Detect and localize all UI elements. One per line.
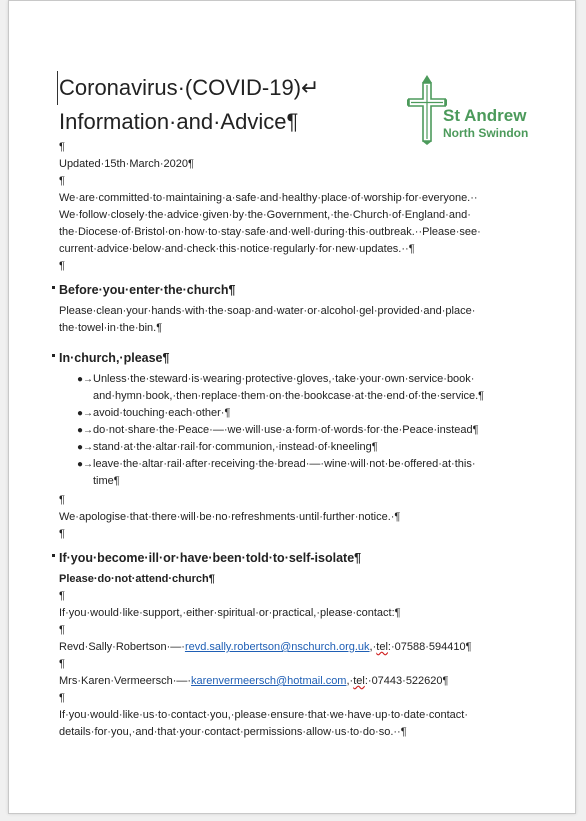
in-church-list bbox=[77, 371, 529, 490]
heading-in-church[interactable]: In·church,·please¶ bbox=[59, 349, 529, 367]
list-item[interactable]: ●→ Unless·the·steward·is·wearing·protective·gloves,·take·your·own·service·book· and·hymn·book,·then·replace·them·on·the·bookcase·at·the·end·of·the·service.¶ bbox=[77, 373, 485, 402]
empty-paragraph[interactable]: ¶ bbox=[59, 624, 65, 636]
refreshments-apology[interactable]: We·apologise·that·there·will·be·no·refreshments·until·further·notice.·¶ bbox=[59, 511, 401, 523]
closing-line-1[interactable]: If·you·would·like·us·to·contact·you,·please·ensure·that·we·have·up·to·date·contact· bbox=[59, 709, 469, 721]
closing-line-2[interactable]: details·for·you,·and·that·your·contact·permissions·allow·us·to·do·so.··¶ bbox=[59, 726, 407, 738]
empty-paragraph[interactable]: ¶ bbox=[59, 175, 65, 187]
bullet-icon: ●→ bbox=[77, 425, 94, 436]
title-line-1[interactable]: Coronavirus·(COVID-19)↵ bbox=[57, 71, 529, 105]
empty-paragraph[interactable]: ¶ bbox=[59, 692, 65, 704]
intro-line-2[interactable]: We·follow·closely·the·advice·given·by·the·Government,·the·Church·of·England·and· bbox=[59, 209, 471, 221]
email-link-karen[interactable]: karenvermeersch@hotmail.com bbox=[191, 675, 347, 687]
empty-paragraph[interactable]: ¶ bbox=[59, 658, 65, 670]
document-page bbox=[8, 0, 576, 814]
bullet-icon: ●→ bbox=[77, 459, 94, 470]
email-link-sally[interactable]: revd.sally.robertson@nschurch.org.uk bbox=[184, 641, 370, 653]
intro-line-3[interactable]: the·Diocese·of·Bristol·on·how·to·stay·safe·and·well·during·this·outbreak.··Please·see· bbox=[59, 226, 481, 238]
list-item[interactable]: ●→ stand·at·the·altar·rail·for·communion,·instead·of·kneeling¶ bbox=[77, 439, 529, 456]
empty-paragraph[interactable]: ¶ bbox=[59, 141, 65, 153]
bullet-icon: ●→ bbox=[77, 442, 94, 453]
spelling-flag: tel bbox=[376, 641, 388, 653]
hand-clean-line-1[interactable]: Please·clean·your·hands·with·the·soap·and·water·or·alcohol·gel·provided·and·place· bbox=[59, 305, 476, 317]
empty-paragraph[interactable]: ¶ bbox=[59, 590, 65, 602]
support-line[interactable]: If·you·would·like·support,·either·spiritual·or·practical,·please·contact:¶ bbox=[59, 607, 401, 619]
updated-date[interactable]: Updated·15th·March·2020¶ bbox=[59, 158, 194, 170]
bullet-icon: ●→ bbox=[77, 408, 94, 419]
do-not-attend[interactable]: Please·do·not·attend·church¶ bbox=[59, 573, 215, 585]
contact-sally[interactable]: Revd·Sally·Robertson·—·revd.sally.robertson@nschurch.org.uk,·tel:·07588·594410¶ bbox=[59, 641, 472, 653]
logo-name: St Andrew bbox=[443, 106, 527, 125]
intro-line-4[interactable]: current·advice·below·and·check·this·notice·regularly·for·new·updates.··¶ bbox=[59, 243, 415, 255]
list-item[interactable]: ●→ avoid·touching·each·other·¶ bbox=[77, 405, 529, 422]
logo-place: North Swindon bbox=[443, 126, 529, 140]
empty-paragraph[interactable]: ¶ bbox=[59, 494, 65, 506]
spelling-flag: tel bbox=[353, 675, 365, 687]
heading-before-enter[interactable]: Before·you·enter·the·church¶ bbox=[59, 281, 529, 299]
list-item[interactable]: ●→ leave·the·altar·rail·after·receiving·the·bread·—·wine·will·not·be·offered·at·this· time¶ bbox=[77, 458, 476, 487]
empty-paragraph[interactable]: ¶ bbox=[59, 528, 65, 540]
title-line-2[interactable]: Information·and·Advice¶ bbox=[59, 109, 299, 134]
hand-clean-line-2[interactable]: the·towel·in·the·bin.¶ bbox=[59, 322, 163, 334]
document-body bbox=[59, 71, 529, 741]
empty-paragraph[interactable]: ¶ bbox=[59, 260, 65, 272]
contact-karen[interactable]: Mrs·Karen·Vermeersch·—·karenvermeersch@hotmail.com,·tel:·07443·522620¶ bbox=[59, 675, 449, 687]
bullet-icon: ●→ bbox=[77, 374, 94, 385]
intro-line-1[interactable]: We·are·committed·to·maintaining·a·safe·and·healthy·place·of·worship·for·everyone.·· bbox=[59, 192, 478, 204]
heading-self-isolate[interactable]: If·you·become·ill·or·have·been·told·to·self-isolate¶ bbox=[59, 549, 529, 567]
list-item[interactable]: ●→ do·not·share·the·Peace·—·we·will·use·a·form·of·words·for·the·Peace·instead¶ bbox=[77, 422, 529, 439]
